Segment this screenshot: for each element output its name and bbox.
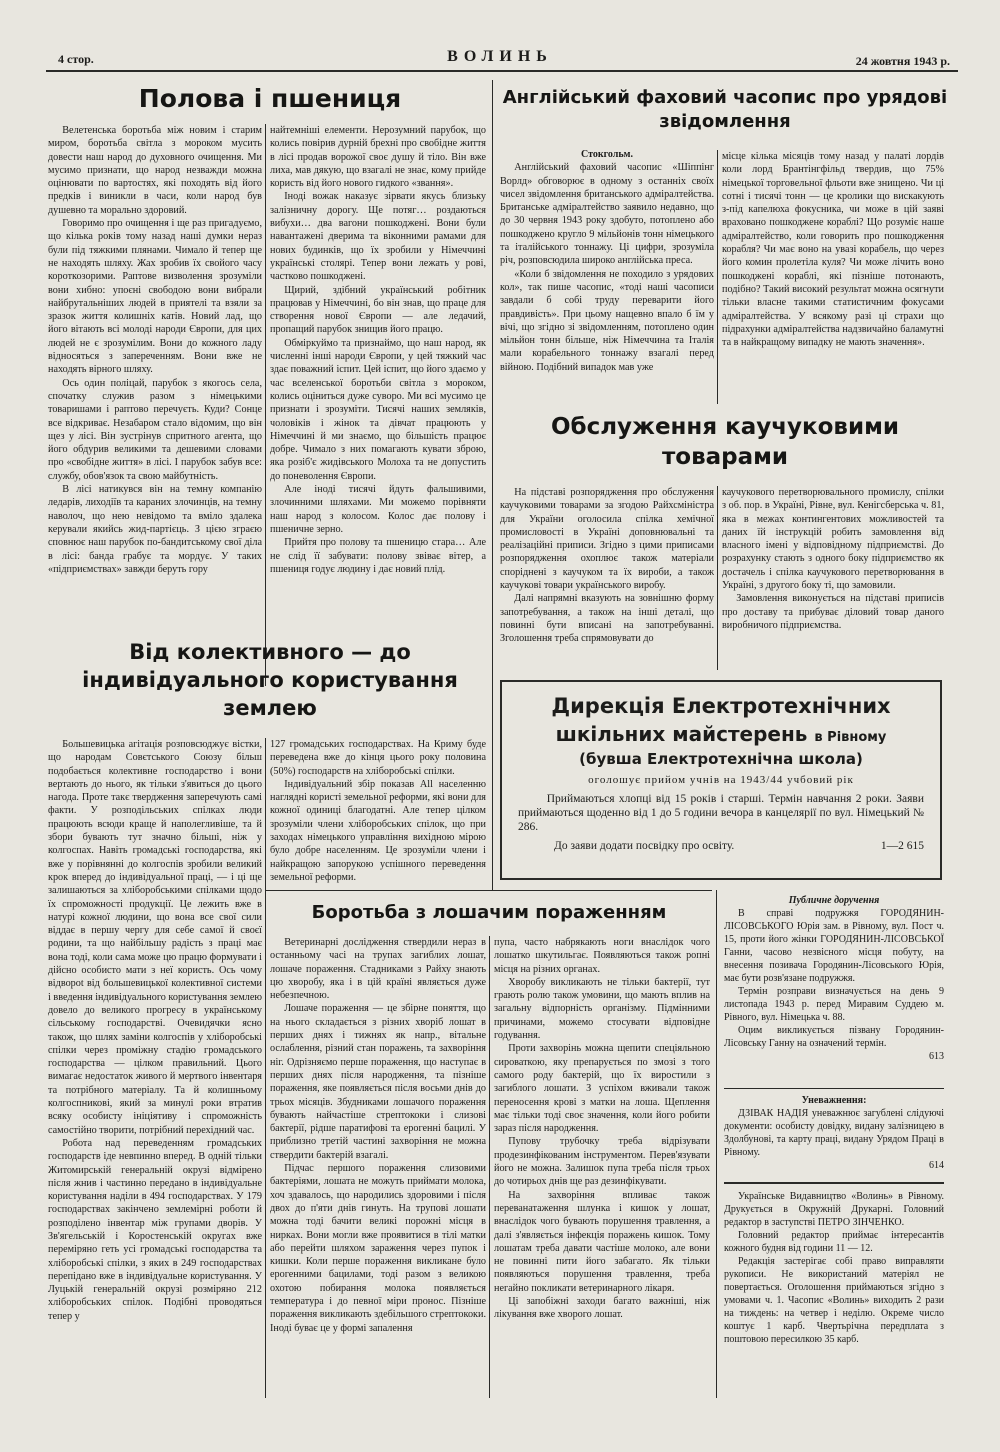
art1-c1-p3: Ось один поліцай, парубок з якогось села, спочатку служив разом з німецькими товаришами і раптово перечуєть. Куди? Сонце все відкриває. Незабаром стало відомим, що він щез у лісі. Він зустрінув спритного агента, що його обдурив великими та дешевими словами про «свобідне життя» в лісі. І парубок забув все: службу, обов'язок та свою майбутність. xyxy=(48,377,262,482)
column-divider xyxy=(717,150,718,404)
art5-column-2 xyxy=(494,936,710,1398)
imprint xyxy=(724,1190,944,1398)
art3-c2-p1: каучукового перетворювального промислу, спілки з об. пор. в Україні, Рівне, вул. Кенігсберська ч. 81, яка в межах контингентових можливостей та даних їй інструкцій робить замовлення від власного імені у відповідному підприємстві. До розрахунку стають з одного боку підприємство як достачель і спілка каучукового перетворювання в Україні, з другого боку ті, що замовили. xyxy=(722,487,944,592)
imprint-p1: Українське Видавництво «Волинь» в Рівному. Друкується в Окружній Друкарні. Головний редактор в заступстві ПЕТРО ЗІНЧЕНКО. xyxy=(724,1191,944,1228)
page-number: 4 стор. xyxy=(58,52,94,66)
column-divider xyxy=(492,80,493,890)
art4-c2-p1: 127 громадських господарствах. На Криму буде переведена вже до кінця цього року половина (50%) господарств на хліборобські спілки. xyxy=(270,739,486,777)
art1-c2-p1: найтемніші елементи. Нерозумний парубок, що колись повірив дурній брехні про свобідне життя в лісі продав ворожої своє душу й тіло. Він вже лиха, мав дякую, що взагалі не знає, кому прийде користь від його нового гидкого «звання». xyxy=(270,125,486,190)
art5-c2-p4: Пупову трубочку треба відрізувати продезинфікованим інструментом. Перев'язувати його не можна. Залишок пупа треба після трьох до чотирьох днів ще раз дезинфікувати. xyxy=(494,1136,710,1188)
notice-invalidation xyxy=(724,1094,944,1178)
art4-c1-p1: Большевицька агітація розповсюджує вістки, що народам Совєтського Союзу більш подобається колективне господарство і вони вертають до нього, як тільки з'явиться до цього нагода. Проте такє твердження заперечують самі факти. У розподільських спілках люди працюють всюди краще й наполегливіше, та й збори бувають тут значно більші, ніж у колгоспах. Навіть громадські господарства, які вже у порівнянні до колгоспів зробили великий крок вперед до індивідуальної праці, — і ці ще залишаються за хліборобськими спілками щодо їх спроможності продукції. Це лежить вже в натурі кожної людини, що вона все свої сили віддає в першу чергу для себе самої й своєї родини, та що найбільшу радість з праці має вона тоді, коли сама може цю працю формувати і дійсно особисто мати з неї користь. Ось чому відвороt від большевицької колективної системи і введення індивідуального користування землею довело до великого прогресу в українському сільському господарстві. Очевидячки ясно також, що шлях заміни колгоспів у хліборобські спілки через проміжну стадію громадського господарства — цілком правильний. Цього вимагає недостаток живого й мертвого інвентаря та потрібного матеріалу. Та й колишньому колгоспникові, який за минулі роки втратив всяку особисту ініціятиву і спроможність самостійно творити, потрібний перехідний час. xyxy=(48,739,262,1136)
notice-public xyxy=(724,894,944,1084)
imprint-p3: Редакція застерігає собі право виправляти рукописи. Не використаний матеріял не повертається. Оголошення приймаються згідно з умовами ч. 1. Часопис «Волинь» виходить 2 рази на тиждень: на четвер і неділю. Окреме число коштує 1 карб. Чвертьрічна передплата з поштовою пересилкою 35 карб. xyxy=(724,1256,944,1345)
art1-c1-p2: Говоримо про очищення і ще раз пригадуємо, що кілька років тому назад наші думки нераз були під тяжкими плянами. Чимало й тепер ще не находять шляху. Жах зробив їх свойого часу короткозорими. Раптове визволення зрозуміли вони хибно: упоєні свободою вони вибрали найбрутальніших людей в приятелі та взяли за зразок життя колишніх катів. Новий лад, що його вітають всі молоді народи Європи, для цих людей не є зрозумілим. Вони до кожного ладу відносяться з запереченням. Вони вже не находять вірного шляху. xyxy=(48,218,262,376)
art5-c2-p5: На захворіння впливає також переванатаження шлунка і кишок у лошат, внаслідок чого бувають порушення травлення, а далі з'являється інфекція поражень кишок. Тому лошатам треба давати частіше молоко, але вони не повинні пити його забагато. Як тільки появляються порушення травлення, треба негайно покликати ветеринарного лікаря. xyxy=(494,1189,710,1294)
art5-c1-p1: Ветеринарні дослідження ствердили нераз в останньому часі на трупах загиблих лошат, лошаче пораження. Стадниками з Райху знають цю хворобу, яка і в цій країні являється дуже небезпечною. xyxy=(270,937,486,1002)
section-rule xyxy=(724,1088,944,1089)
art1-c2-p4: Обміркуймо та признаймо, що наш народ, як численні інші народи Європи, у цей тяжкий час здає поважний іспит. Цей іспит, що його здаємо у час вселенської боротьби світла з мороком, колись оціниться дуже суворо. Ми всі мусимо це признати і зрозуміти. Тисячі наших земляків, чоловіків і жінок та дівчат працюють у Німеччині й ми знаємо, що більшість працює добре. Чимало з них помагають кувати зброю, яка розіб'є жидівського Молоха та не допустить до поневолення Європи. xyxy=(270,337,486,482)
ad-code: 1—2 615 xyxy=(880,840,924,852)
art5-column-1 xyxy=(270,936,486,1398)
art3-column-2 xyxy=(722,486,944,670)
art1-c1-p1: Велетенська боротьба між новим і старим миром, боротьба світла з мороком мусить довести наш народ до духовного очищення. Ми мусимо признати, що народ незважди можна оцінювати по вартостях, які походять від його предків і виникли в часи, коли народ був душевно та морально здоровий. xyxy=(48,125,262,216)
art5-c2-p2: Хворобу викликають не тільки бактерії, тут грають ролю також умовини, що мають вплив на загальну відпорність організму. Підмінними причинами, можемо стосувати відповідне годування. xyxy=(494,976,710,1042)
art1-c2-p3: Щирий, здібний український робітник працював у Німеччині, бо він знав, що праце для створення нової Європи — але ледачий, пропащий парубок знищив його працю. xyxy=(270,284,486,336)
art2-c1-p2: «Коли б звідомлення не походило з урядових кол», так пише часопис, «тоді наші часописи завдали б собі труду переварити його правдивість». При цьому нащевно впало б їм у вічі, що згідно зі звідомленням, потоплено один мільйон тонн більше, ніж Німеччина та Італія мали корабельного тоннажу взагалі перед війною. Подібний випадок мав уже xyxy=(500,268,714,373)
art2-column-1 xyxy=(500,148,714,404)
art2-dateline: Стокгольм. xyxy=(580,149,633,160)
art1-c2-p5: Але іноді тисячі йдуть фальшивими, злочинними шляхами. Ми можемо порівняти наш народ з колосом. Колос дає полову і пшеничне зерно. xyxy=(270,484,486,535)
notice-public-code: 613 xyxy=(929,1051,944,1062)
ad-subtitle: (бувша Електротехнічна школа) xyxy=(579,750,863,768)
notice-invalidation-text: ДЗІВАК НАДІЯ уневажнює загублені слідуючі документи: особисту довідку, видану залізницею в Здолбунові, та карту праці, видану Урядом Праці в Рівному. xyxy=(724,1108,944,1158)
art1-c2-p6: Прийтя про полову та пшеницю стара… Але не слід її забувати: полову звіває вітер, а пшениця годує людину і дає новий плід. xyxy=(270,537,486,575)
ad-announce: оголошує прийом учнів на 1943/44 учбовий рік xyxy=(588,774,854,786)
notice-invalidation-code: 614 xyxy=(929,1160,944,1171)
art4-title: Від колективного — до індивідуального користування землею xyxy=(82,640,458,720)
section-rule xyxy=(724,1182,944,1184)
notice-public-p3: Оцим викликується пізвану Городянин-Лісовську Ганну на означений термін. xyxy=(724,1025,944,1049)
art3-title: Обслуження каучуковими товарами xyxy=(550,414,900,470)
art3-column-1 xyxy=(500,486,714,670)
ad-footer: До заяви додати посвідку про освіту. xyxy=(554,840,735,852)
section-rule xyxy=(266,890,712,891)
notice-public-p2: Термін розправи визначується на день 9 листопада 1943 р. перед Миравим Суддею м. Рівного, вул. Німецька ч. 88. xyxy=(724,986,944,1023)
notice-public-p1: В справі подружжя ГОРОДЯНИН-ЛІСОВСЬКОГО Юрія зам. в Рівному, вул. Пост ч. 15, проти його жінки ГОРОДЯНИН-ЛІСОВСЬКОЇ Ганни, часово незвісного місця побуту, на внесення позивача Городянин-Лісовського Юрія, має бути розв'язане подружжя. xyxy=(724,908,944,984)
column-divider xyxy=(265,738,266,1398)
art3-c1-p1: На підставі розпорядження про обслуження каучуковими товарами за згодою Райхсміністра для України оголосила спілка хемічної промисловості в Україні доповнювальні та реалізаційні приписи. Згідно з цими приписами розпорядження охоплює також матеріали споріднені з каучуком та їх вироби, а також каучукові товари українського виробу. xyxy=(500,487,714,592)
art3-c2-p2: Замовлення виконується на підставі приписів про доставу та прибуває діловий товар даного виробничого підприємства. xyxy=(722,593,944,631)
art4-c1-p2: Робота над переведенням громадських господарств іде невпинно вперед. В одній тільки Житомирській генеральній окрузі відмірено після жнив і частинно передано в індивідуальне користування наділи в 494 господарствах. У 179 господарствах закінчено землемірні роботи й розподілено інвентар між групами дворів. У Зв'ягельській і Коростенській округах вже переміряно геть усі громадські господарства та хліборобські спілки, з яких в 249 господарствах перепідано вже в індивідуальне користування. У Луцькій генеральній окрузі розміряно 212 хліборобських спілок. Подібні проводяться тепер у xyxy=(48,1137,262,1322)
ad-city: в Рівному xyxy=(814,730,887,745)
art5-c2-p3: Проти захворінь можна щепити спеціяльною сироваткою, яку препарується по змозі з того самого роду бактерій, що їх виростили з загиблого лошати. З успіхом вживали також переносення крові з матки на лоша. Щеплення має тільки тоді своє значення, коли його робити зараз після народження. xyxy=(494,1043,710,1135)
art5-c2-p1: пупа, часто набрякають ноги внаслідок чого лошатко шкутильгає. Появляються також ропні місця на різних органах. xyxy=(494,937,710,975)
art4-c2-p2: Індивідуальний збір показав All населенню наглядні користі земельної реформи, які вони для кожної одиниці благодатні. Але тепер цілком зрозуміли члени хліборобських спілок, що при заходах німецького управління вихідною мірою було добре населенням. Це зрозуміли члени і найкращою запорукою успішного переведення земельної реформи. xyxy=(270,778,486,883)
issue-date: 24 жовтня 1943 р. xyxy=(855,54,950,68)
ad-title-line-1: Дирекція Електротехнічних xyxy=(551,694,891,718)
column-divider xyxy=(489,936,490,1398)
art1-title: Полова і пшениця xyxy=(138,84,402,113)
notice-public-heading: Публичне доручення xyxy=(788,895,880,906)
art4-column-2 xyxy=(270,738,486,888)
art5-c1-p2: Лошаче пораження — це збірне поняття, що на нього складається з різних хворіб лошат в перших днях і тижнях як напр., вітальне ослаблення, різний стан поражень, та захворіння ніг. Одрізняємо перше пораження, що наступає в перших днях після народження, та пізніше пораження, яке появляється після восьми днів до трьох місяців. Збудниками лошачого пораження бувають найчастіше стрептококи і слизові бактерії, рідше паратифові та ерогенні бацилі. У приблизно третій частині захворіння не можна ствердити бактерій взагалі. xyxy=(270,1003,486,1161)
art2-c2-p1: місце кілька місяців тому назад у палаті лордів коли лорд Брантінгфільд твердив, що 75% німецької торговельної фльоти вже знищено. Чи ці сотні і тисячі тонн — це кролики що вискакують з-під капелюха фокусника, чи може в цій заяві враховано пошкоджене кораблі? Що розуміє наше адміралтейство, коли говорить про пошкодження корабля? Чи має воно на увазі корабель, що через його комин пролетіла куля? Чи може лічить воно пошкоджені кораблі, які пізніше потонають, подібно? Такий високий результат можна осягнути тільки власне такими статистичним фокусами адміралтейства. У всякому разі ці страхи що підрахунки адміралтейства надзвичайно баламутні та в найкращому випадку не мають значення». xyxy=(722,151,944,349)
ad-title-line-2: шкільних майстерень xyxy=(555,722,808,746)
column-divider xyxy=(717,486,718,670)
notice-invalidation-heading: Уневажнення: xyxy=(801,1095,867,1106)
art5-title: Боротьба з лошачим пораженням xyxy=(311,902,667,923)
art1-c1-p4: В лісі натикувся він на темну компанію ледарів, лиходіїв та караних злочинців, на темну наволоч, що нею невідомо та вміло здалека керували якийсь жид-партієць. З цією зграєю сповнює наш парубок по-бандитському свої діла в лісі: банда грабує та мордує. У таких «підприємствах» завжди беруть гору xyxy=(48,484,262,575)
art4-column-1 xyxy=(48,738,262,1398)
art2-title: Англійський фаховий часопис про урядові звідомлення xyxy=(502,87,948,132)
masthead-title: ВОЛИНЬ xyxy=(447,48,553,65)
art2-column-2 xyxy=(722,150,944,404)
art1-column-2 xyxy=(270,124,486,686)
imprint-p2: Головний редактор приймає інтересантів кожного будня від години 11 — 12. xyxy=(724,1230,944,1254)
art2-c1-p1: Англійський фаховий часопис «Шіппінг Ворлд» обговорює в одному з останніх своїх чисел звідомлення британського адміралтейства. Британське адміралтейство заявило недавно, що до 30 червня 1943 року здобуто, потоплено або пошкоджено круглo 9 мільйонів тонн німецького та італійського тоннажу. Ці цифри, зрозуміла річ, розповсюдила широко англійська преса. xyxy=(500,162,714,267)
column-divider xyxy=(716,890,717,1398)
school-advertisement xyxy=(500,680,942,880)
art5-c2-p6: Ці запобіжні заходи багато важніші, ніж лікування вже хворого лошат. xyxy=(494,1296,710,1321)
column-divider xyxy=(265,124,266,686)
art1-c2-p2: Іноді вожак наказує зірвати якусь близьку залізничну дорогу. Ще потяг… роздаються вибухи… два вагони пошкоджені. Вони були навантажені дверима та віконними рамами для нових будинків, що їх зробили у Німеччині українські столярі. Тепер вони лежать у рові, частково пошкоджені. xyxy=(270,191,486,283)
art1-column-1 xyxy=(48,124,262,686)
masthead-rule xyxy=(46,70,958,72)
ad-text: Приймаються хлопці від 15 років і старші. Термін навчання 2 роки. Заяви приймаються щоденно від 1 до 5 години вечора в канцелярії по вул. Німецький № 286. xyxy=(518,793,924,833)
art3-c1-p2: Далі напрямні вказують на зовнішню форму запотребування, а також на інші деталі, що повинні бути вписані на запотребуванні. Зголошення треба спрямовувати до xyxy=(500,593,714,645)
art5-c1-p3: Підчас першого пораження слизовими бактеріями, лошата не можуть приймати молока, хоч здавалось, що народились здоровими і після двох до п'яти днів гинуть. На трупові лошати можна тоді бачити великі порожні місця в нирках. Вони могли вже проявитися в тілі матки або перейти шляхом зараження через пупок і кишки. Коли перше пораження викликане було ерогенними бацилами, тоді разом з великою охотою побирання молока появляється температура і до певної міри пронос. Пізніше пораження викликають здебільшого стрептококи. Іноді буває це у формі запалення xyxy=(270,1163,486,1334)
